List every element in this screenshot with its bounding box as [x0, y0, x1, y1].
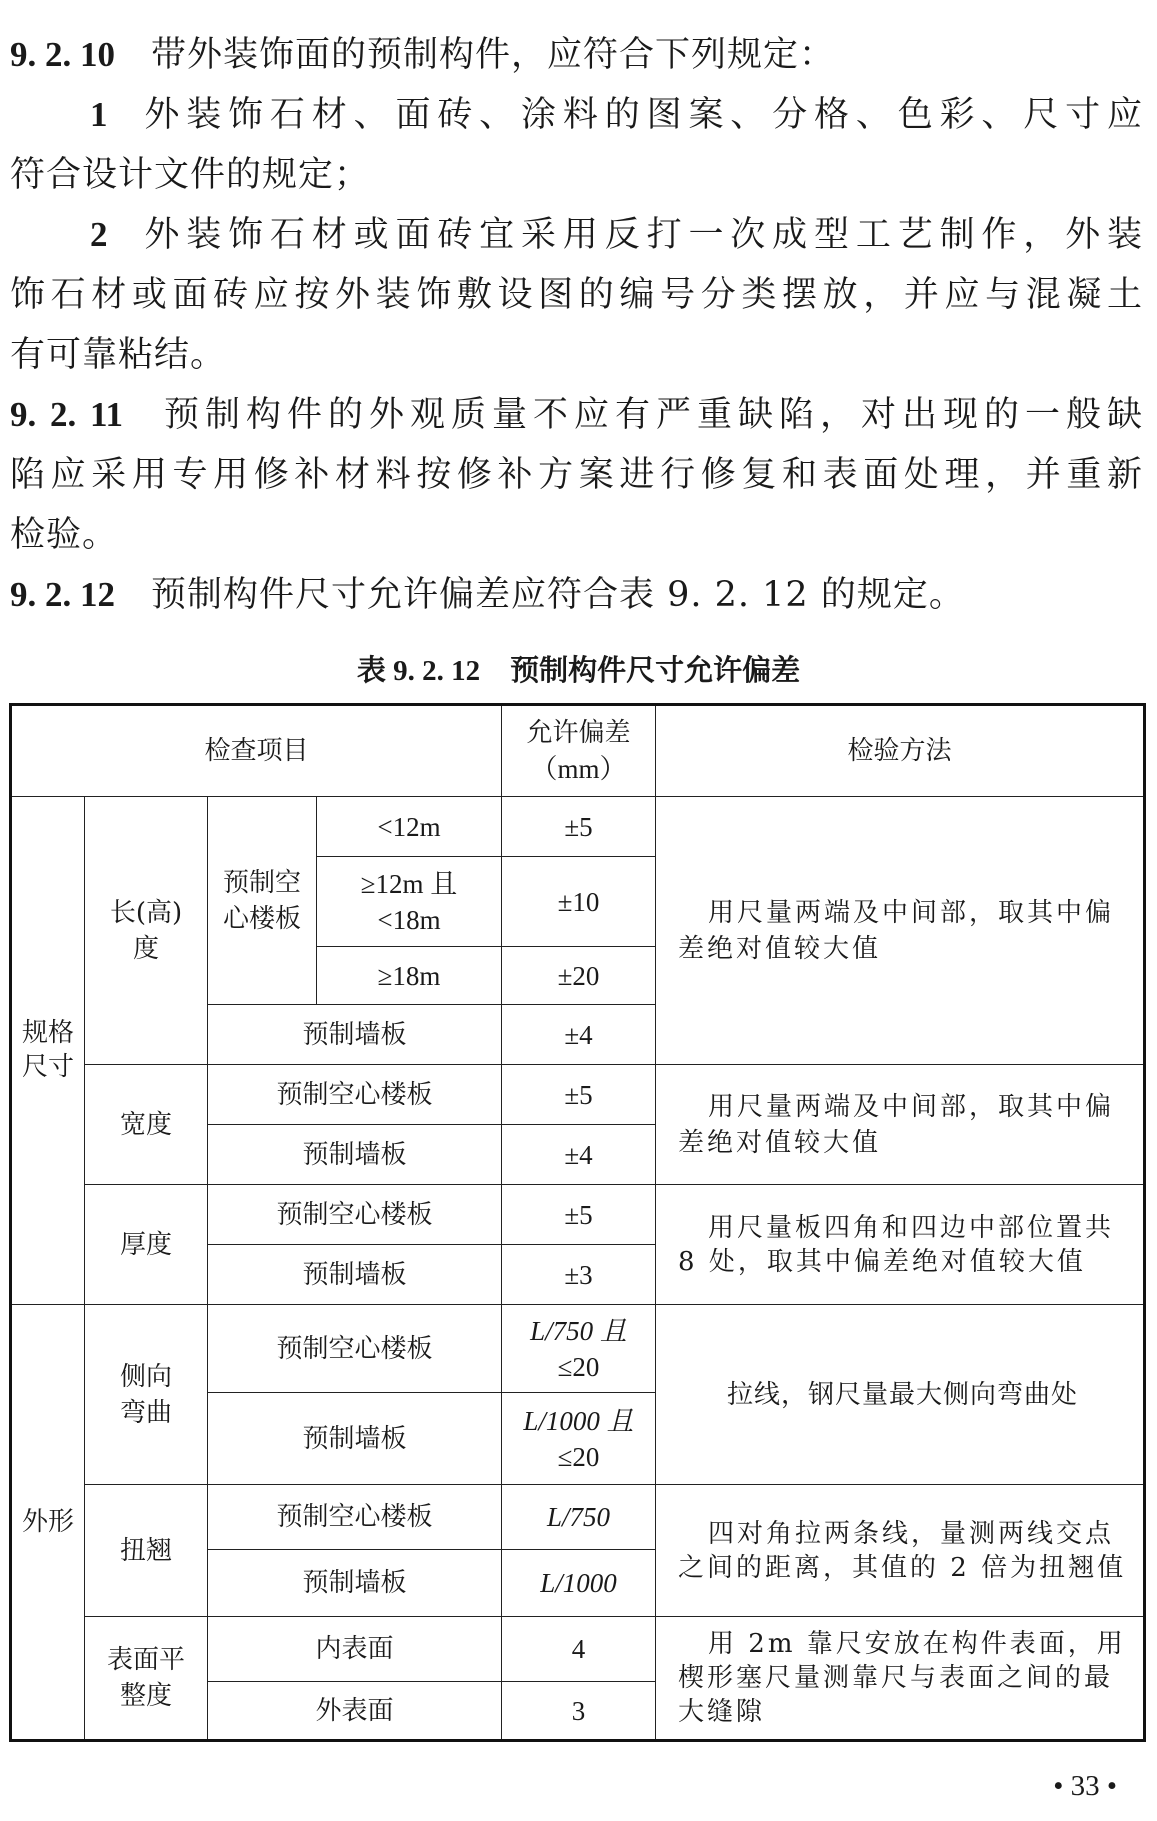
tolerance-value: ±5	[502, 1185, 656, 1245]
outer-surface-label: 外表面	[208, 1682, 502, 1741]
item-text: 符合设计文件的规定；	[10, 155, 371, 195]
hollow-slab-label: 预制空心楼板	[208, 1185, 502, 1245]
tolerance-value: ±4	[502, 1005, 656, 1065]
tolerance-value: ±4	[502, 1125, 656, 1185]
tolerance-value: L/750 且 ≤20	[502, 1305, 656, 1393]
table-number: 表 9. 2. 12	[356, 655, 481, 687]
table-caption: 预制构件尺寸允许偏差	[510, 653, 801, 687]
tolerance-value: L/750	[502, 1485, 656, 1550]
clause-number: 9. 2. 10	[10, 35, 115, 74]
header-tolerance-unit: （mm）	[530, 754, 627, 784]
clause-9-2-10	[10, 35, 1143, 75]
width-label: 宽度	[85, 1065, 208, 1185]
bend-label: 侧向弯曲	[85, 1305, 208, 1485]
thickness-label: 厚度	[85, 1185, 208, 1305]
header-tolerance	[502, 705, 656, 797]
clause-text: 检验。	[10, 515, 119, 555]
clause-text: 带外装饰面的预制构件，应符合下列规定：	[151, 35, 836, 75]
table-row	[11, 1185, 1145, 1245]
clause-text: 陷应采用专用修补材料按修补方案进行修复和表面处理，并重新	[10, 455, 1143, 495]
clause-number: 9. 2. 11	[10, 395, 124, 434]
tolerance-value: 4	[502, 1617, 656, 1682]
clause-9-2-11-end	[10, 515, 1143, 555]
tolerance-value: 3	[502, 1682, 656, 1741]
clause-9-2-12	[10, 575, 1143, 615]
hollow-slab-label: 预制空心楼板	[208, 797, 317, 1005]
hollow-slab-label: 预制空心楼板	[208, 1485, 502, 1550]
clause-9-2-10-item-2	[10, 215, 1143, 255]
inner-surface-label: 内表面	[208, 1617, 502, 1682]
method-bend: 拉线，钢尺量最大侧向弯曲处	[656, 1305, 1145, 1485]
method-thickness: 用尺量板四角和四边中部位置共 8 处，取其中偏差绝对值较大值	[656, 1185, 1145, 1305]
table-title	[0, 652, 1157, 689]
table-row	[11, 1617, 1145, 1682]
warp-label: 扭翘	[85, 1485, 208, 1617]
table-row	[11, 1485, 1145, 1550]
item-text: 外装饰石材或面砖宜采用反打一次成型工艺制作，外装	[138, 215, 1143, 255]
clause-9-2-10-item-2-end	[10, 335, 1143, 375]
clause-9-2-11-cont	[10, 455, 1143, 495]
tolerance-value: L/1000 且 ≤20	[502, 1393, 656, 1485]
tolerance-value: L/1000	[502, 1550, 656, 1617]
clause-text: 预制构件尺寸允许偏差应符合表 9. 2. 12 的规定。	[151, 575, 965, 615]
clause-number: 9. 2. 12	[10, 575, 115, 614]
length-label: 长(高)度	[85, 797, 208, 1065]
table-row	[11, 1065, 1145, 1125]
wall-panel-label: 预制墙板	[208, 1125, 502, 1185]
range-ge18: ≥18m	[317, 947, 502, 1005]
method-width: 用尺量两端及中间部，取其中偏差绝对值较大值	[656, 1065, 1145, 1185]
group-shape: 外形	[11, 1305, 85, 1741]
clause-9-2-10-item-2-cont	[10, 275, 1143, 315]
flatness-label: 表面平整度	[85, 1617, 208, 1741]
group-spec-size: 规格尺寸	[11, 797, 85, 1305]
clause-9-2-10-item-1-cont	[10, 155, 1143, 195]
item-text: 有可靠粘结。	[10, 335, 227, 375]
range-lt12: <12m	[317, 797, 502, 857]
item-number: 1	[90, 95, 109, 134]
table-row	[11, 1305, 1145, 1393]
clause-9-2-10-item-1	[10, 95, 1143, 135]
method-length: 用尺量两端及中间部，取其中偏差绝对值较大值	[656, 797, 1145, 1065]
header-method: 检验方法	[656, 705, 1145, 797]
tolerance-value: ±5	[502, 797, 656, 857]
wall-panel-label: 预制墙板	[208, 1005, 502, 1065]
method-flatness: 用 2m 靠尺安放在构件表面，用楔形塞尺量测靠尺与表面之间的最大缝隙	[656, 1617, 1145, 1741]
clause-text: 预制构件的外观质量不应有严重缺陷，对出现的一般缺	[159, 395, 1143, 435]
item-number: 2	[90, 215, 109, 254]
hollow-slab-label: 预制空心楼板	[208, 1065, 502, 1125]
wall-panel-label: 预制墙板	[208, 1393, 502, 1485]
tolerance-value: ±3	[502, 1245, 656, 1305]
tolerance-value: ±5	[502, 1065, 656, 1125]
page-number: • 33 •	[1053, 1770, 1117, 1802]
item-text: 饰石材或面砖应按外装饰敷设图的编号分类摆放，并应与混凝土	[10, 275, 1143, 315]
tolerance-value: ±20	[502, 947, 656, 1005]
method-warp: 四对角拉两条线，量测两线交点之间的距离，其值的 2 倍为扭翘值	[656, 1485, 1145, 1617]
tolerance-value: ±10	[502, 857, 656, 947]
tolerance-table	[9, 703, 1146, 1742]
wall-panel-label: 预制墙板	[208, 1550, 502, 1617]
clause-9-2-11	[10, 395, 1143, 435]
wall-panel-label: 预制墙板	[208, 1245, 502, 1305]
header-check-item: 检查项目	[11, 705, 502, 797]
table-header-row	[11, 705, 1145, 797]
hollow-slab-label: 预制空心楼板	[208, 1305, 502, 1393]
item-text: 外装饰石材、面砖、涂料的图案、分格、色彩、尺寸应	[138, 95, 1143, 135]
range-12-18: ≥12m 且 <18m	[317, 857, 502, 947]
header-tolerance-label: 允许偏差	[526, 718, 631, 748]
table-row	[11, 797, 1145, 857]
